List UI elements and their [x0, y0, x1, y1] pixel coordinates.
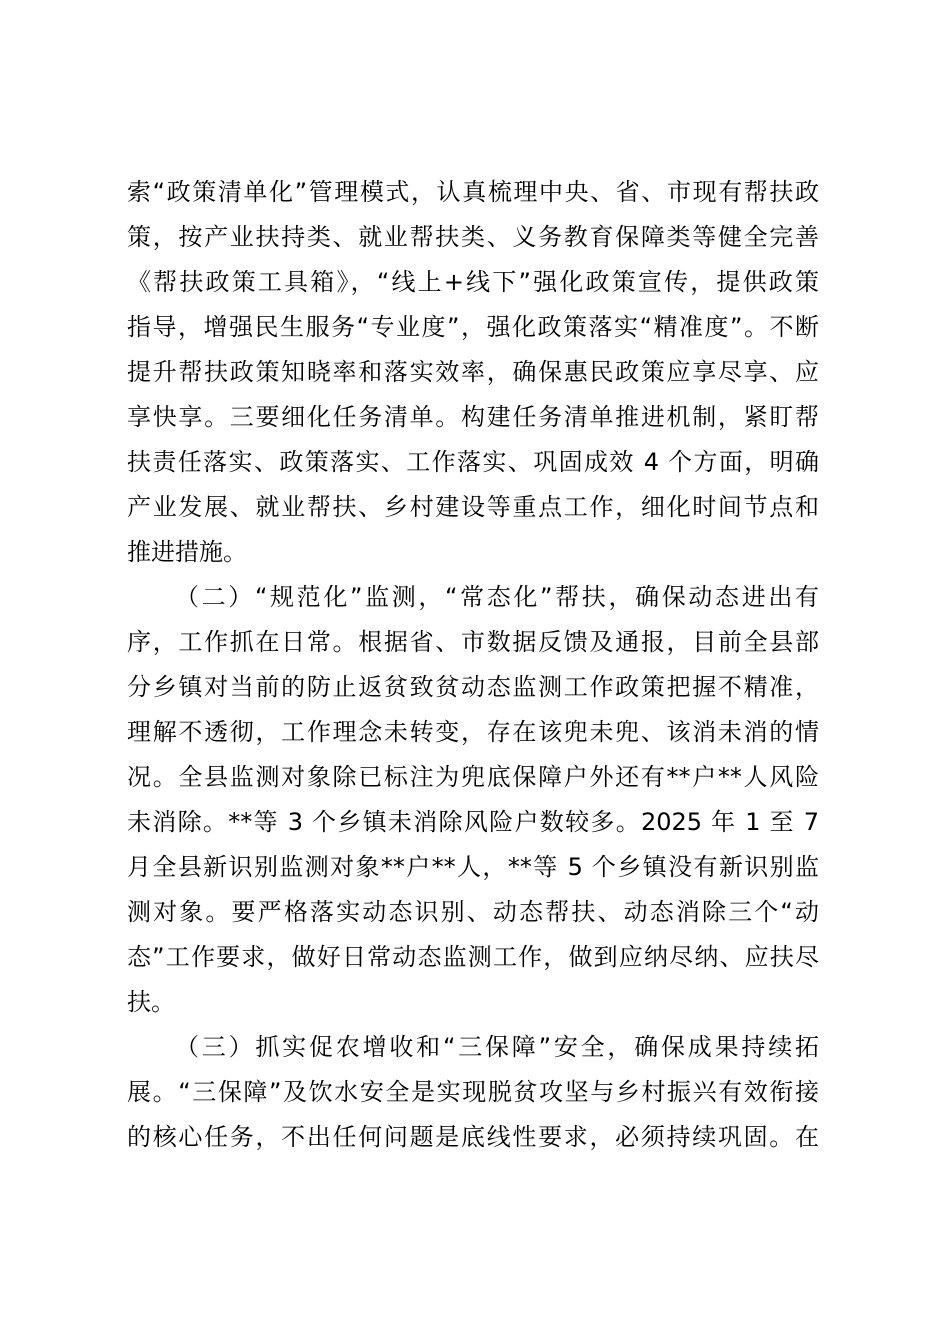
- text-line: 展。“三保障”及饮水安全是实现脱贫攻坚与乡村振兴有效衔接: [127, 1078, 819, 1106]
- section-heading-line: （三）抓实促农增收和“三保障”安全，确保成果持续拓: [175, 1033, 819, 1061]
- text-line: 未消除。**等 3 个乡镇未消除风险户数较多。2025 年 1 至 7: [127, 808, 819, 836]
- text-line: 理解不透彻，工作理念未转变，存在该兜未兜、该消未消的情: [127, 718, 819, 746]
- text-line: 推进措施。: [127, 538, 247, 566]
- text-line: 《帮扶政策工具箱》，“线上+线下”强化政策宣传，提供政策: [127, 268, 819, 296]
- text-line: 的核心任务，不出任何问题是底线性要求，必须持续巩固。在: [127, 1123, 819, 1151]
- text-line: 扶。: [127, 988, 175, 1016]
- text-line: 提升帮扶政策知晓率和落实效率，确保惠民政策应享尽享、应: [127, 358, 819, 386]
- text-line: 享快享。三要细化任务清单。构建任务清单推进机制，紧盯帮: [127, 403, 819, 431]
- text-line: 况。全县监测对象除已标注为兜底保障户外还有**户**人风险: [127, 763, 819, 791]
- text-line: 扶责任落实、政策落实、工作落实、巩固成效 4 个方面，明确: [127, 448, 819, 476]
- text-line: 策，按产业扶持类、就业帮扶类、义务教育保障类等健全完善: [127, 223, 819, 251]
- text-line: 分乡镇对当前的防止返贫致贫动态监测工作政策把握不精准，: [127, 673, 819, 701]
- text-line: 索“政策清单化”管理模式，认真梳理中央、省、市现有帮扶政: [127, 178, 819, 206]
- text-line: 序，工作抓在日常。根据省、市数据反馈及通报，目前全县部: [127, 628, 819, 656]
- text-line: 测对象。要严格落实动态识别、动态帮扶、动态消除三个“动: [127, 898, 819, 926]
- text-line: 指导，增强民生服务“专业度”，强化政策落实“精准度”。不断: [127, 313, 819, 341]
- text-line: 产业发展、就业帮扶、乡村建设等重点工作，细化时间节点和: [127, 493, 819, 521]
- text-line: 态”工作要求，做好日常动态监测工作，做到应纳尽纳、应扶尽: [127, 943, 819, 971]
- section-heading-line: （二）“规范化”监测，“常态化”帮扶，确保动态进出有: [175, 583, 819, 611]
- text-line: 月全县新识别监测对象**户**人，**等 5 个乡镇没有新识别监: [127, 853, 819, 881]
